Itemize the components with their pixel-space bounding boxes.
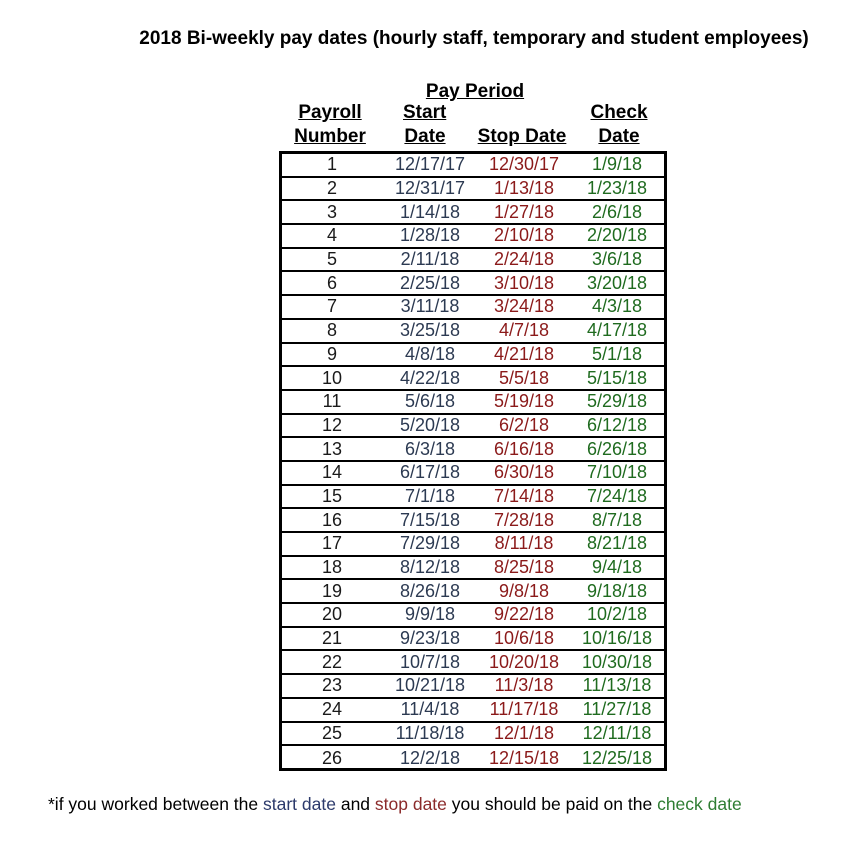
cell-check-date: 11/27/18 [582,699,652,720]
footnote-stop-date: stop date [374,794,447,814]
table-row [282,201,664,225]
cell-start-date: 9/23/18 [399,628,461,649]
footnote-start-date: start date [263,794,336,814]
cell-stop-date: 9/22/18 [493,604,555,625]
cell-start-date: 8/26/18 [399,580,461,601]
table-row [282,272,664,296]
cell-start-date: 2/11/18 [400,249,460,270]
cell-start-date: 8/12/18 [399,557,461,578]
cell-start-date: 7/1/18 [404,485,456,506]
header-payroll: Payroll [298,102,362,123]
cell-start-date: 9/9/18 [404,604,456,625]
cell-payroll-number: 20 [321,604,343,625]
cell-start-date: 4/8/18 [404,343,456,364]
cell-stop-date: 3/10/18 [493,272,555,293]
table-row [282,580,664,604]
cell-check-date: 7/24/18 [586,485,648,506]
cell-payroll-number: 25 [321,722,343,743]
cell-payroll-number: 18 [321,557,343,578]
cell-payroll-number: 8 [326,320,337,341]
cell-stop-date: 2/10/18 [493,225,555,246]
header-check: Check [590,102,648,123]
cell-payroll-number: 11 [322,391,342,412]
cell-stop-date: 5/5/18 [498,367,550,388]
table-row [282,462,664,486]
cell-check-date: 1/9/18 [591,154,643,175]
cell-start-date: 1/28/18 [399,225,461,246]
cell-check-date: 8/7/18 [591,509,643,530]
header-check-date: Date [598,126,640,147]
table-row [282,391,664,415]
table-row [282,154,664,178]
cell-payroll-number: 12 [321,414,343,435]
footnote-text-1: *if you worked between the [48,794,263,814]
cell-payroll-number: 16 [321,509,343,530]
cell-stop-date: 6/30/18 [493,462,555,483]
cell-check-date: 2/6/18 [591,201,643,222]
footnote-check-date: check date [657,794,742,814]
cell-start-date: 2/25/18 [399,272,461,293]
cell-check-date: 10/16/18 [581,628,653,649]
cell-payroll-number: 2 [326,178,337,199]
table-row [282,509,664,533]
cell-start-date: 5/6/18 [404,391,456,412]
cell-payroll-number: 21 [321,628,343,649]
cell-payroll-number: 17 [321,533,343,554]
cell-check-date: 7/10/18 [586,462,648,483]
cell-start-date: 6/3/18 [404,438,456,459]
cell-start-date: 12/2/18 [399,747,461,768]
cell-check-date: 10/30/18 [581,651,653,672]
cell-payroll-number: 10 [321,367,343,388]
cell-stop-date: 6/2/18 [498,414,550,435]
cell-start-date: 3/25/18 [399,320,461,341]
cell-check-date: 12/11/18 [582,722,652,743]
cell-stop-date: 12/30/17 [488,154,560,175]
cell-stop-date: 11/17/18 [489,699,559,720]
table-row [282,178,664,202]
cell-payroll-number: 26 [321,747,343,768]
header-pay-period: Pay Period [425,81,525,102]
table-row [282,699,664,723]
table-row [282,225,664,249]
table-row [282,675,664,699]
cell-start-date: 5/20/18 [399,414,461,435]
cell-stop-date: 11/3/18 [494,675,554,696]
cell-start-date: 3/11/18 [400,296,460,317]
cell-payroll-number: 23 [321,675,343,696]
cell-check-date: 2/20/18 [586,225,648,246]
cell-payroll-number: 15 [321,485,343,506]
cell-stop-date: 7/14/18 [493,485,555,506]
footnote-text-3: you should be paid on the [446,794,658,814]
cell-payroll-number: 4 [326,225,337,246]
header-number: Number [294,126,366,147]
cell-check-date: 5/29/18 [586,391,648,412]
cell-start-date: 10/21/18 [394,675,466,696]
cell-check-date: 8/21/18 [586,533,648,554]
table-row [282,249,664,273]
cell-check-date: 9/18/18 [586,580,648,601]
cell-check-date: 4/3/18 [591,296,643,317]
cell-payroll-number: 5 [326,249,337,270]
cell-stop-date: 5/19/18 [493,391,555,412]
cell-check-date: 6/26/18 [586,438,648,459]
cell-start-date: 11/4/18 [400,699,460,720]
table-row [282,296,664,320]
cell-start-date: 7/15/18 [399,509,461,530]
cell-payroll-number: 22 [321,651,343,672]
cell-stop-date: 2/24/18 [493,249,555,270]
cell-stop-date: 9/8/18 [498,580,550,601]
cell-check-date: 10/2/18 [586,604,648,625]
table-row [282,415,664,439]
cell-start-date: 12/31/17 [394,178,466,199]
cell-check-date: 11/13/18 [582,675,652,696]
table-row [282,746,664,770]
table-row [282,651,664,675]
cell-payroll-number: 9 [326,343,337,364]
header-start: Start [403,102,447,123]
footnote-text-2: and [335,794,375,814]
table-row [282,723,664,747]
cell-check-date: 4/17/18 [586,320,648,341]
cell-stop-date: 10/6/18 [493,628,555,649]
cell-stop-date: 3/24/18 [493,296,555,317]
pay-dates-table [279,151,667,771]
cell-payroll-number: 14 [321,462,343,483]
header-start-date: Date [404,126,446,147]
page-title: 2018 Bi-weekly pay dates (hourly staff, temporary and student employees) [139,28,809,49]
cell-start-date: 10/7/18 [399,651,461,672]
table-row [282,344,664,368]
cell-check-date: 9/4/18 [591,557,643,578]
cell-payroll-number: 24 [321,699,343,720]
cell-check-date: 3/6/18 [591,249,643,270]
cell-check-date: 12/25/18 [581,747,653,768]
table-row [282,557,664,581]
cell-check-date: 5/15/18 [586,367,648,388]
footnote [48,794,742,815]
cell-payroll-number: 1 [326,154,337,175]
cell-stop-date: 8/25/18 [493,557,555,578]
cell-check-date: 6/12/18 [586,414,648,435]
cell-start-date: 11/18/18 [395,722,465,743]
cell-stop-date: 6/16/18 [493,438,555,459]
table-row [282,533,664,557]
cell-stop-date: 12/1/18 [493,722,555,743]
cell-stop-date: 4/21/18 [493,343,555,364]
cell-start-date: 7/29/18 [399,533,461,554]
cell-stop-date: 12/15/18 [488,747,560,768]
cell-payroll-number: 6 [326,272,337,293]
cell-start-date: 12/17/17 [394,154,466,175]
cell-stop-date: 7/28/18 [493,509,555,530]
cell-start-date: 1/14/18 [399,201,461,222]
cell-check-date: 1/23/18 [586,178,648,199]
table-row [282,367,664,391]
cell-payroll-number: 3 [326,201,337,222]
cell-start-date: 6/17/18 [399,462,461,483]
cell-check-date: 5/1/18 [591,343,643,364]
cell-stop-date: 1/13/18 [493,178,555,199]
cell-stop-date: 1/27/18 [493,201,555,222]
table-row [282,486,664,510]
cell-payroll-number: 13 [321,438,343,459]
cell-stop-date: 8/11/18 [494,533,554,554]
table-row [282,438,664,462]
cell-stop-date: 10/20/18 [488,651,560,672]
cell-payroll-number: 7 [326,296,337,317]
cell-payroll-number: 19 [321,580,343,601]
header-stop-date: Stop Date [477,126,567,147]
cell-start-date: 4/22/18 [399,367,461,388]
cell-stop-date: 4/7/18 [498,320,550,341]
table-row [282,604,664,628]
table-row [282,320,664,344]
table-row [282,628,664,652]
cell-check-date: 3/20/18 [586,272,648,293]
